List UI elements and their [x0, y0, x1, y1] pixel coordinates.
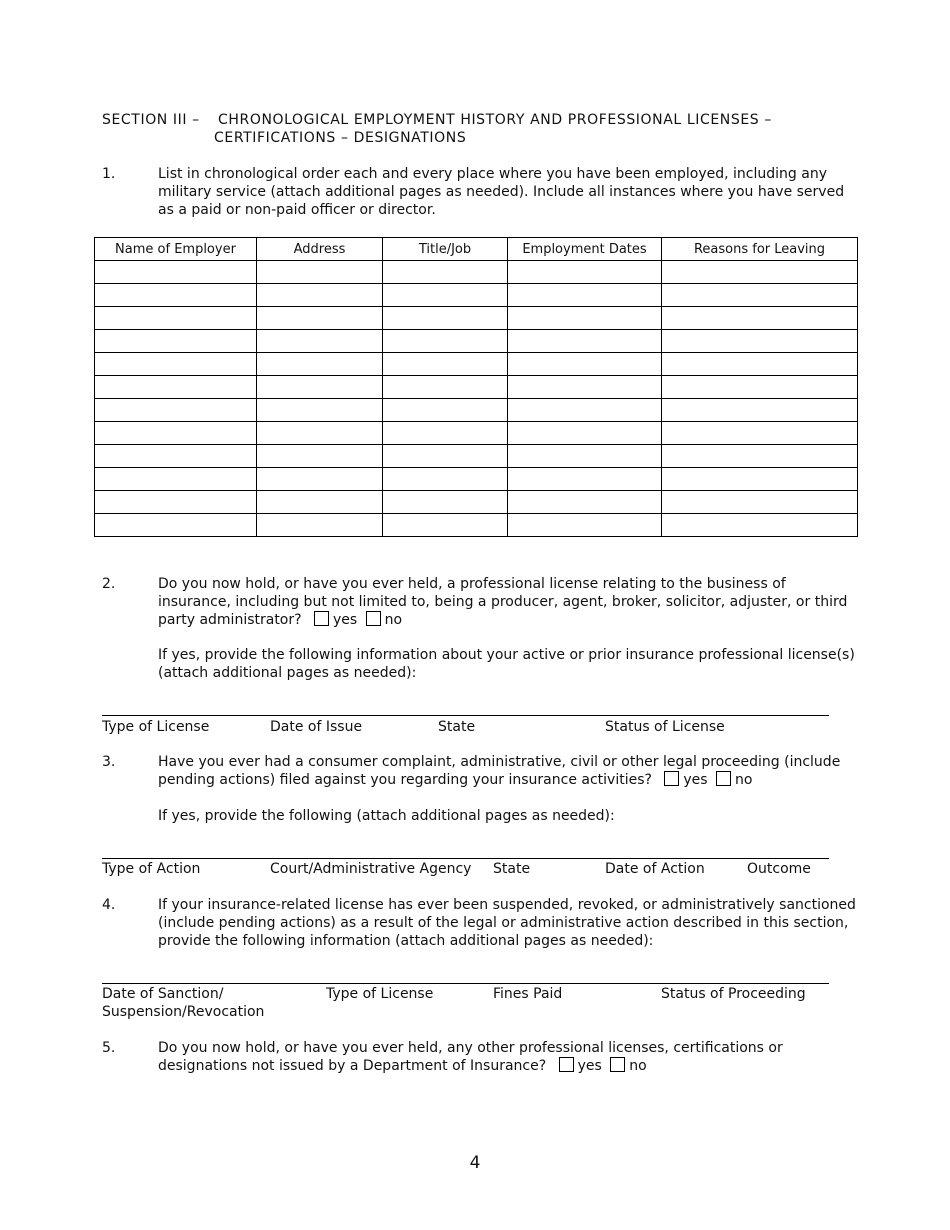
table-cell[interactable]	[95, 468, 257, 491]
table-cell[interactable]	[662, 491, 858, 514]
table-cell[interactable]	[95, 514, 257, 537]
table-cell[interactable]	[257, 445, 383, 468]
table-cell[interactable]	[257, 468, 383, 491]
table-row	[95, 353, 858, 376]
q3-no-label: no	[735, 772, 753, 788]
q3-followup: If yes, provide the following (attach additional pages as needed):	[158, 808, 615, 824]
q2-followup: If yes, provide the following information about your active or prior insurance professional license(s) (attach additional pages as needed):	[158, 647, 855, 681]
table-header-row	[95, 238, 858, 261]
q1-text: List in chronological order each and every place where you have been employed, including any military service (attach additional pages as needed). Include all instances where you have served as a paid or non-paid officer or director.	[158, 166, 845, 218]
q2-col-state: State	[438, 719, 476, 735]
table-cell[interactable]	[508, 399, 662, 422]
q3-col-court-agency: Court/Administrative Agency	[270, 861, 472, 877]
q3-yes-label: yes	[683, 772, 708, 788]
table-row	[95, 261, 858, 284]
table-cell[interactable]	[383, 284, 508, 307]
table-cell[interactable]	[383, 422, 508, 445]
table-cell[interactable]	[257, 376, 383, 399]
table-row	[95, 399, 858, 422]
table-row	[95, 307, 858, 330]
header-employment-dates: Employment Dates	[508, 238, 662, 261]
table-cell[interactable]	[383, 330, 508, 353]
table-cell[interactable]	[257, 284, 383, 307]
table-cell[interactable]	[95, 330, 257, 353]
q3-block	[158, 753, 858, 789]
table-cell[interactable]	[383, 514, 508, 537]
table-cell[interactable]	[95, 307, 257, 330]
q5-number: 5.	[102, 1040, 116, 1056]
table-cell[interactable]	[508, 491, 662, 514]
table-cell[interactable]	[383, 491, 508, 514]
table-cell[interactable]	[383, 376, 508, 399]
table-cell[interactable]	[95, 491, 257, 514]
page-number: 4	[469, 1153, 481, 1173]
q4-col-status-of-proceeding: Status of Proceeding	[661, 986, 806, 1002]
q1-number: 1.	[102, 166, 116, 182]
table-cell[interactable]	[383, 307, 508, 330]
table-cell[interactable]	[508, 445, 662, 468]
header-reasons-for-leaving: Reasons for Leaving	[662, 238, 858, 261]
q2-no-checkbox[interactable]	[366, 611, 381, 626]
table-cell[interactable]	[508, 422, 662, 445]
q2-col-type-of-license: Type of License	[102, 719, 210, 735]
q4-text: If your insurance-related license has ever been suspended, revoked, or administratively sanctioned (include pending actions) as a result of the legal or administrative action described in this section, provide the following information (attach additional pages as needed):	[158, 897, 856, 949]
table-cell[interactable]	[662, 307, 858, 330]
table-cell[interactable]	[383, 468, 508, 491]
table-cell[interactable]	[508, 307, 662, 330]
table-cell[interactable]	[508, 284, 662, 307]
table-row	[95, 468, 858, 491]
q3-col-date-of-action: Date of Action	[605, 861, 705, 877]
q5-no-checkbox[interactable]	[610, 1057, 625, 1072]
q3-no-checkbox[interactable]	[716, 771, 731, 786]
table-cell[interactable]	[95, 353, 257, 376]
table-cell[interactable]	[662, 399, 858, 422]
table-cell[interactable]	[662, 261, 858, 284]
q4-col-fines-paid: Fines Paid	[493, 986, 563, 1002]
q4-number: 4.	[102, 897, 116, 913]
q3-answer-line	[102, 858, 829, 859]
table-row	[95, 491, 858, 514]
table-cell[interactable]	[662, 330, 858, 353]
table-cell[interactable]	[95, 284, 257, 307]
table-row	[95, 445, 858, 468]
q2-number: 2.	[102, 576, 116, 592]
q5-yes-checkbox[interactable]	[559, 1057, 574, 1072]
table-cell[interactable]	[508, 330, 662, 353]
employment-history-table	[94, 237, 858, 537]
q2-col-date-of-issue: Date of Issue	[270, 719, 363, 735]
header-address: Address	[257, 238, 383, 261]
section-title-line1: CHRONOLOGICAL EMPLOYMENT HISTORY AND PROFESSIONAL LICENSES –	[218, 112, 772, 128]
table-cell[interactable]	[257, 422, 383, 445]
q3-col-outcome: Outcome	[747, 861, 811, 877]
table-cell[interactable]	[257, 514, 383, 537]
section-title-line2: CERTIFICATIONS – DESIGNATIONS	[214, 130, 467, 146]
q2-yes-label: yes	[333, 612, 358, 628]
table-cell[interactable]	[257, 353, 383, 376]
table-cell[interactable]	[508, 353, 662, 376]
q5-no-label: no	[629, 1058, 647, 1074]
q4-col-date-of-sanction: Date of Sanction/	[102, 986, 224, 1002]
q2-text: Do you now hold, or have you ever held, a professional license relating to the business of insurance, including but not limited to, being a producer, agent, broker, solicitor, adjuster, or third party administrator?	[158, 576, 848, 628]
header-name-of-employer: Name of Employer	[95, 238, 257, 261]
table-cell[interactable]	[383, 399, 508, 422]
table-cell[interactable]	[257, 491, 383, 514]
table-cell[interactable]	[95, 261, 257, 284]
table-cell[interactable]	[257, 330, 383, 353]
q3-col-state: State	[493, 861, 531, 877]
q3-yes-checkbox[interactable]	[664, 771, 679, 786]
table-cell[interactable]	[383, 353, 508, 376]
q3-text: Have you ever had a consumer complaint, administrative, civil or other legal proceeding (include pending actions) filed against you regarding your insurance activities?	[158, 754, 841, 788]
table-cell[interactable]	[662, 284, 858, 307]
table-cell[interactable]	[662, 422, 858, 445]
q4-answer-line	[102, 983, 829, 984]
table-cell[interactable]	[257, 261, 383, 284]
table-cell[interactable]	[662, 445, 858, 468]
q2-yes-checkbox[interactable]	[314, 611, 329, 626]
table-cell[interactable]	[508, 514, 662, 537]
q2-block	[158, 575, 858, 629]
q2-answer-line	[102, 715, 829, 716]
table-cell[interactable]	[508, 376, 662, 399]
q3-number: 3.	[102, 754, 116, 770]
q5-block	[158, 1039, 798, 1075]
table-row	[95, 330, 858, 353]
table-cell[interactable]	[95, 399, 257, 422]
table-cell[interactable]	[508, 261, 662, 284]
q5-text: Do you now hold, or have you ever held, any other professional licenses, certifications or designations not issued by a Department of Insurance?	[158, 1040, 783, 1074]
q5-yes-label: yes	[577, 1058, 602, 1074]
table-row	[95, 422, 858, 445]
q2-col-status-of-license: Status of License	[605, 719, 725, 735]
table-cell[interactable]	[508, 468, 662, 491]
table-cell[interactable]	[383, 445, 508, 468]
section-label: SECTION III –	[102, 112, 200, 128]
table-cell[interactable]	[383, 261, 508, 284]
table-cell[interactable]	[257, 399, 383, 422]
q4-col-suspension-revocation: Suspension/Revocation	[102, 1004, 265, 1020]
table-cell[interactable]	[95, 422, 257, 445]
header-title-job: Title/Job	[383, 238, 508, 261]
table-cell[interactable]	[662, 468, 858, 491]
table-cell[interactable]	[662, 514, 858, 537]
table-row	[95, 284, 858, 307]
table-cell[interactable]	[662, 376, 858, 399]
table-cell[interactable]	[662, 353, 858, 376]
q2-no-label: no	[384, 612, 403, 628]
table-cell[interactable]	[95, 376, 257, 399]
table-row	[95, 376, 858, 399]
q4-col-type-of-license: Type of License	[326, 986, 434, 1002]
table-row	[95, 514, 858, 537]
table-cell[interactable]	[257, 307, 383, 330]
q3-col-type-of-action: Type of Action	[102, 861, 201, 877]
table-cell[interactable]	[95, 445, 257, 468]
